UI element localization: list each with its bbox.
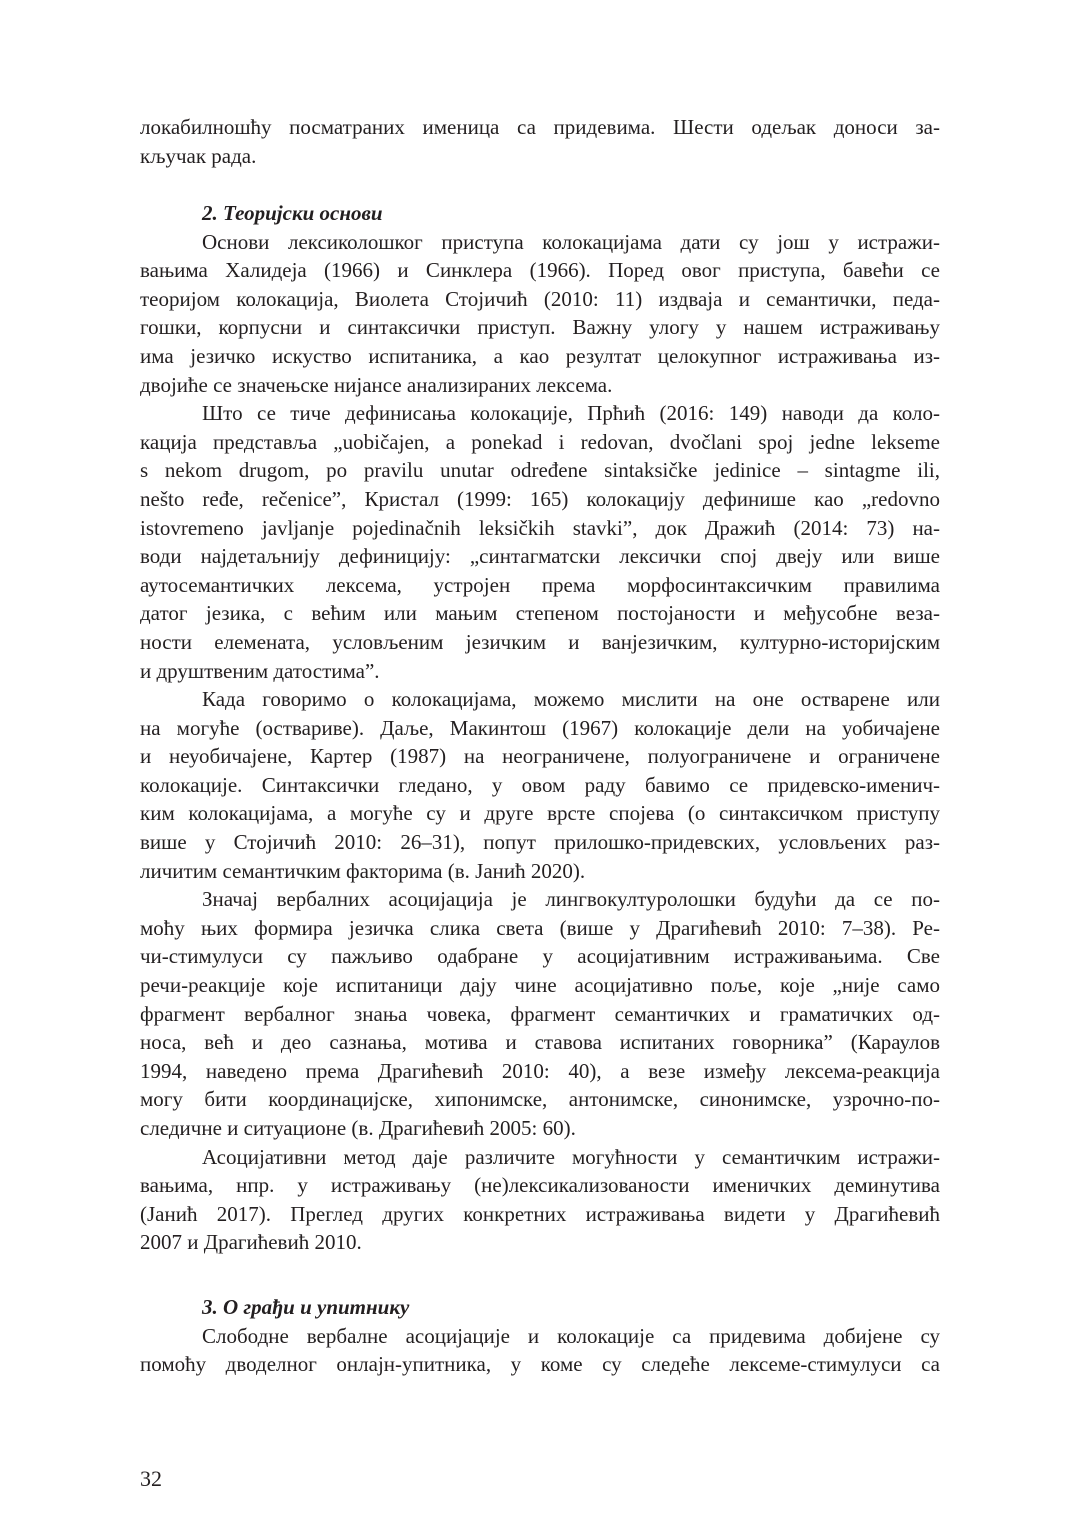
text-line: двојиће се значењске нијансе анализираних лексема.: [140, 372, 613, 397]
paragraph: [140, 685, 940, 885]
text-line: фрагмент вербалног знања човека, фрагмент семантичких и граматичких од-: [140, 1001, 940, 1026]
text-line: ности елемената, условљеним језичким и ванјезичким, културно-историјским: [140, 629, 940, 654]
text-line: моћу њих формира језичка слика света (више у Драгићевић 2010: 7–38). Ре-: [140, 915, 940, 940]
text-line: и друштвеним датостима”.: [140, 658, 380, 683]
text-line: кација представља „uobičajen, a ponekad i redovan, dvočlani spoj jedne lekseme: [140, 429, 940, 454]
section-heading: 3. О грађи и упитнику: [202, 1295, 410, 1319]
text-line: више у Стојичић 2010: 26–31), попут прилошко-придевских, условљених раз-: [140, 830, 940, 855]
paragraph: [140, 399, 940, 685]
text-line: води најдетаљнију дефиницију: „синтагматски лексички спој двеју или више: [140, 544, 940, 569]
paragraph: [140, 1143, 940, 1257]
text-line: Што се тиче дефинисања колокације, Прћић (2016: 149) наводи да коло-: [202, 401, 940, 426]
text-line: чи-стимулуси су пажљиво одабране у асоцијативним истраживањима. Све: [140, 944, 940, 969]
text-line: Слободне вербалне асоцијације и колокације са придевима добијене су: [202, 1323, 940, 1348]
text-line: ким колокацијама, а могуће су и друге врсте спојева (о синтаксичком приступу: [140, 801, 940, 826]
paragraph: [140, 885, 940, 1142]
text-line: кључак рада.: [140, 143, 257, 168]
text-line: могу бити координацијске, хипонимске, антонимске, синонимске, узрочно-по-: [140, 1087, 940, 1112]
text-line: помоћу дводелног онлајн-упитника, у коме су следеће лексеме-стимулуси са: [140, 1352, 940, 1377]
section-theoretical-basis: [140, 199, 940, 1257]
section-material-and-questionnaire: [140, 1293, 940, 1379]
text-line: аутосемантичких лексема, устројен према морфосинтаксичким правилима: [140, 572, 940, 597]
text-line: s nekom drugom, po pravilu unutar određene sintaksičke jedinice – sintagme ili,: [140, 458, 940, 483]
text-line: колокације. Синтаксички гледано, у овом раду бавимо се придевско-именич-: [140, 772, 940, 797]
text-line: на могуће (оствариве). Даље, Макинтош (1967) колокације дели на уобичајене: [140, 715, 940, 740]
text-line: Када говоримо о колокацијама, можемо мислити на оне остварене или: [202, 687, 940, 712]
text-line: речи-реакције које испитаници дају чине асоцијативно поље, које „није само: [140, 973, 940, 998]
text-line: носа, већ и део сазнања, мотива и ставова испитаних говорника” (Караулов: [140, 1030, 940, 1055]
text-line: личитим семантичким факторима (в. Јанић 2020).: [140, 858, 586, 883]
text-line: 1994, наведено према Драгићевић 2010: 40), а везе између лексема-реакција: [140, 1058, 940, 1083]
text-line: Асоцијативни метод даје различите могућности у семантичким истражи-: [202, 1144, 940, 1169]
text-line: вањима Халидеја (1966) и Синклера (1966). Поред овог приступа, бавећи се: [140, 258, 940, 283]
text-line: Основи лексиколошког приступа колокацијама дати су још у истражи-: [202, 229, 940, 254]
text-line: istovremeno javljanje pojedinačnih leksičkih stavki”, док Дражић (2014: 73) на-: [140, 515, 940, 540]
text-line: Значај вербалних асоцијација је лингвокултуролошки будући да се по-: [202, 887, 940, 912]
text-line: локабилношћу посматраних именица са придевима. Шести одељак доноси за-: [140, 115, 940, 139]
section-heading: 2. Теоријски основи: [202, 201, 383, 225]
text-line: гошки, корпусни и синтаксички приступ. Важну улогу у нашем истраживању: [140, 315, 940, 340]
text-line: (Јанић 2017). Преглед других конкретних истраживања видети у Драгићевић: [140, 1201, 940, 1226]
paragraph: [140, 1322, 940, 1379]
text-line: има језичко искуство испитаника, а као резултат целокупног истраживања из-: [140, 343, 940, 368]
page-number: 32: [140, 1466, 162, 1491]
text-line: следичне и ситуационе (в. Драгићевић 2005: 60).: [140, 1116, 576, 1140]
intro-paragraph-end: [140, 113, 940, 170]
text-line: и неуобичајене, Картер (1987) на неограничене, полуограничене и ограничене: [140, 744, 940, 769]
paragraph: [140, 228, 940, 400]
text-line: теоријом колокација, Виолета Стојичић (2010: 11) издваја и семантички, педа-: [140, 286, 940, 311]
text-line: nešto ređe, rečenice”, Кристал (1999: 165) колокацију дефинише као „redovno: [140, 486, 940, 511]
text-line: 2007 и Драгићевић 2010.: [140, 1230, 362, 1255]
text-line: вањима, нпр. у истраживању (не)лексикализованости именичких деминутива: [140, 1173, 940, 1198]
text-line: датог језика, с већим или мањим степеном постојаности и међусобне веза-: [140, 601, 940, 626]
